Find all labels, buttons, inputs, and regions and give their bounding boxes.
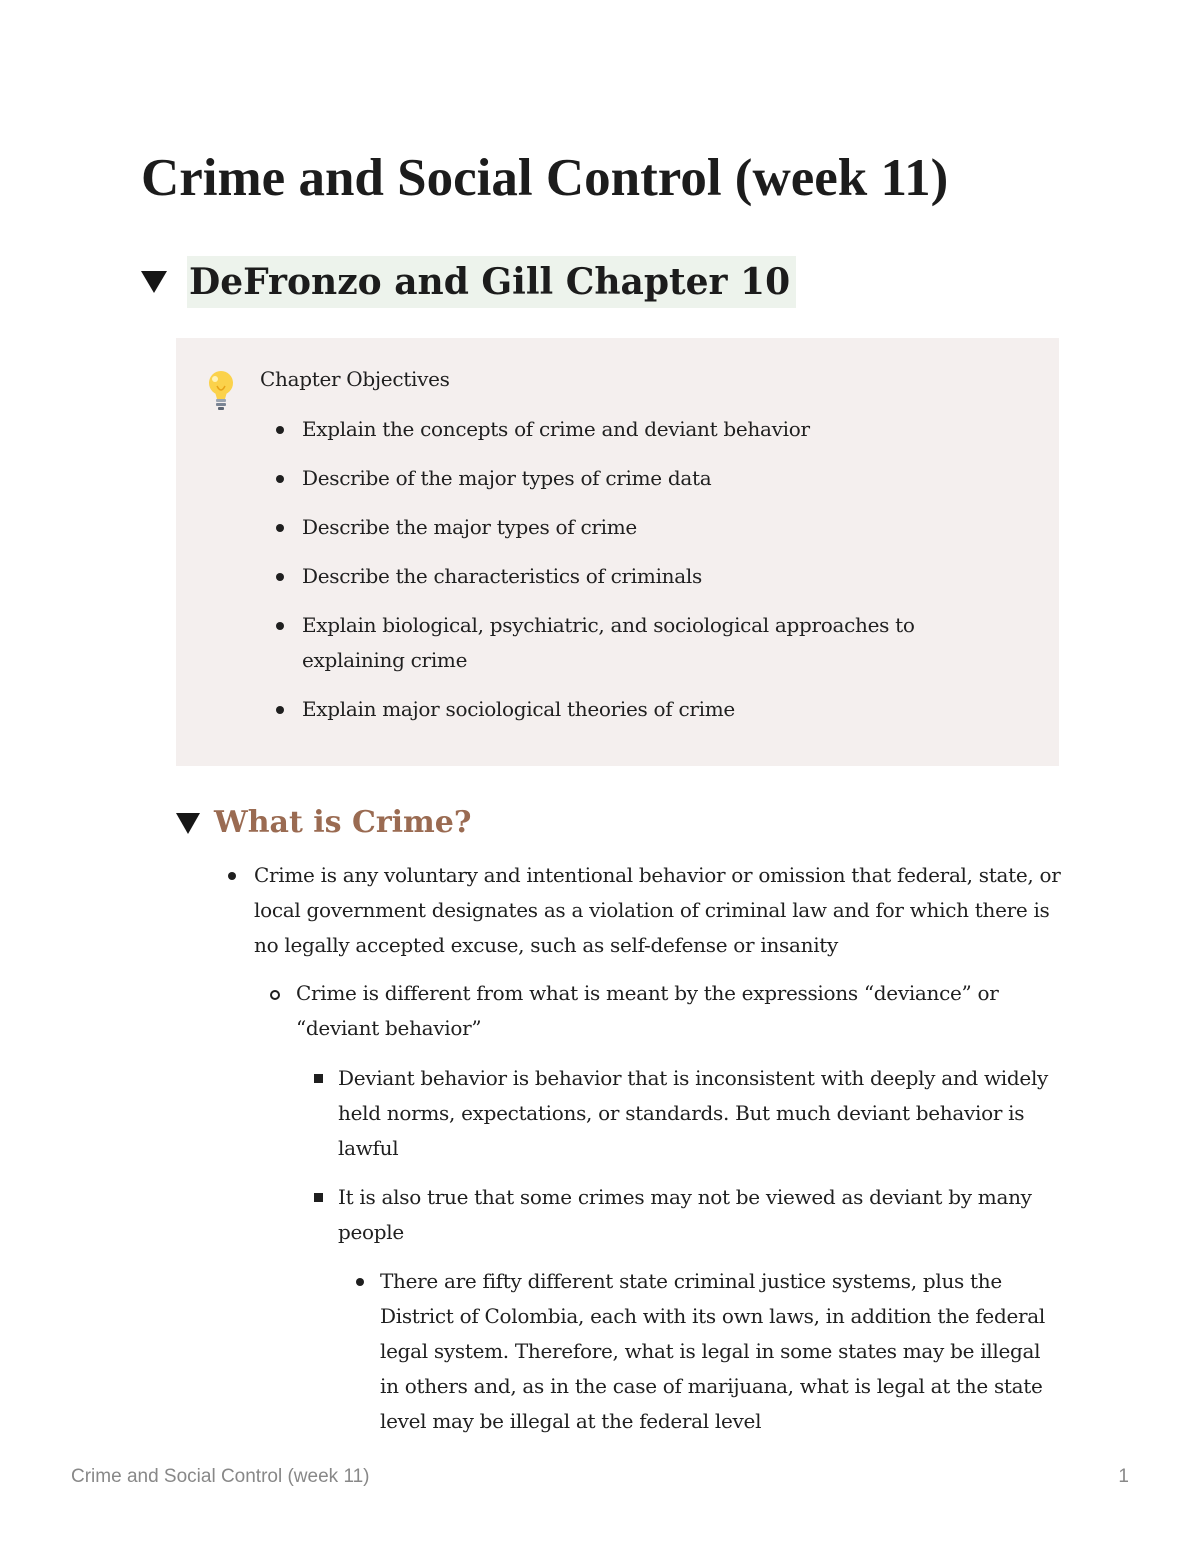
- sub-sub-list: [312, 1061, 1064, 1439]
- bullet-dot-icon: [276, 524, 284, 532]
- callout-chapter-objectives: [176, 338, 1059, 766]
- detail-list: [354, 1264, 1064, 1439]
- subsection-heading: What is Crime?: [214, 805, 472, 840]
- list-item: Explain the concepts of crime and deviant behavior: [272, 412, 1012, 447]
- bullet-dot-icon: [276, 622, 284, 630]
- bullet-dot-icon: [276, 475, 284, 483]
- list-item: Describe the major types of crime: [272, 510, 1012, 545]
- list-item: Describe the characteristics of criminals: [272, 559, 1012, 594]
- toggle-heading-what-is-crime[interactable]: [176, 800, 471, 846]
- list-item: It is also true that some crimes may not be viewed as deviant by many people There are fifty different state criminal justice systems, plus the District of Colombia, each with its own laws, in addition the federal legal system. Therefore, what is legal in some states may be illegal in others and, as in the case of marijuana, what is legal at the state level may be illegal at the federal level: [312, 1180, 1064, 1439]
- footer-title: Crime and Social Control (week 11): [71, 1466, 370, 1487]
- crime-definition-list: [224, 858, 1064, 1453]
- sub-list: [268, 976, 1064, 1439]
- list-item: Explain major sociological theories of crime: [272, 692, 1012, 727]
- toggle-triangle-icon[interactable]: [141, 271, 167, 293]
- list-item: Explain biological, psychiatric, and sociological approaches to explaining crime: [272, 608, 1012, 678]
- bullet-dot-icon: [276, 573, 284, 581]
- bullet-square-icon: [314, 1193, 323, 1202]
- toggle-heading-chapter-10[interactable]: [141, 256, 796, 308]
- toggle-triangle-icon[interactable]: [176, 813, 200, 834]
- bullet-dot-icon: [228, 872, 236, 880]
- list-item: [224, 858, 1064, 1439]
- bullet-dot-icon: [356, 1278, 364, 1286]
- section-heading: DeFronzo and Gill Chapter 10: [187, 256, 796, 308]
- bullet-square-icon: [314, 1074, 323, 1083]
- list-item: [268, 976, 1064, 1439]
- sub-bullet-text: Crime is different from what is meant by the expressions “deviance” or “deviant behavior”: [296, 981, 999, 1040]
- page-title: Crime and Social Control (week 11): [141, 149, 949, 207]
- bullet-dot-icon: [276, 426, 284, 434]
- list-item: Deviant behavior is behavior that is inconsistent with deeply and widely held norms, expectations, or standards. But much deviant behavior is lawful: [312, 1061, 1064, 1166]
- callout-title: Chapter Objectives: [260, 367, 450, 391]
- bullet-dot-icon: [276, 706, 284, 714]
- list-item: There are fifty different state criminal justice systems, plus the District of Colombia, each with its own laws, in addition the federal legal system. Therefore, what is legal in some states may be illegal in others and, as in the case of marijuana, what is legal at the state level may be illegal at the federal level: [354, 1264, 1064, 1439]
- objectives-list: [272, 412, 1012, 741]
- list-item: Describe of the major types of crime data: [272, 461, 1012, 496]
- crime-definition-text: Crime is any voluntary and intentional behavior or omission that federal, state, or local government designates as a violation of criminal law and for which there is no legally accepted excuse, such as self-defense or insanity: [254, 863, 1061, 957]
- bullet-circle-icon: [270, 990, 280, 1000]
- page-number: 1: [1118, 1466, 1129, 1487]
- lightbulb-icon: [204, 368, 238, 412]
